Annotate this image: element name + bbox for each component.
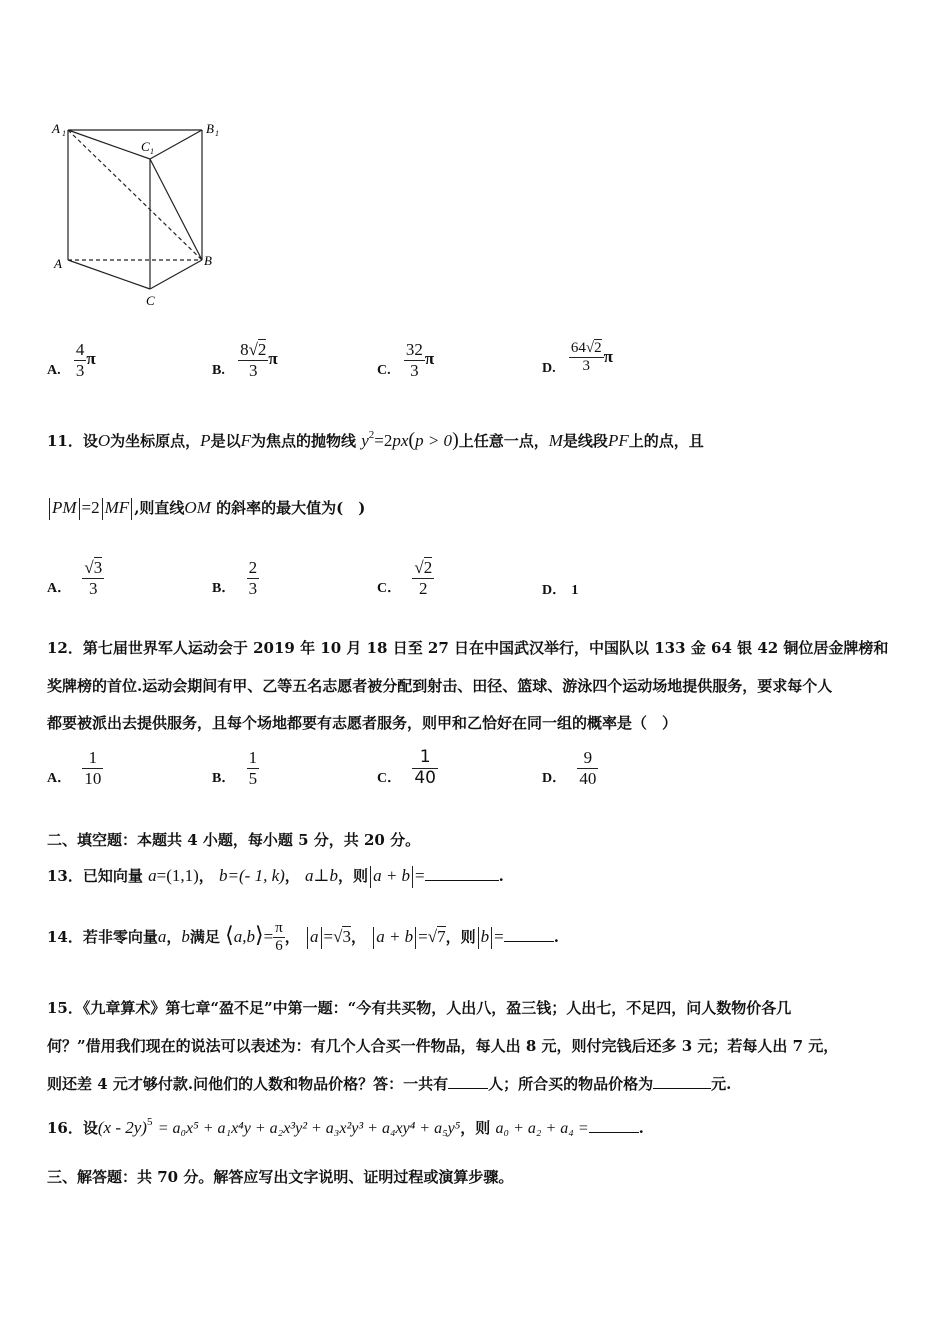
label-c: C bbox=[146, 293, 155, 308]
abs-bar bbox=[478, 927, 479, 949]
fraction bbox=[247, 748, 260, 788]
edge-c1-b bbox=[150, 159, 202, 260]
vector-b: b bbox=[329, 866, 339, 885]
fraction bbox=[404, 340, 425, 380]
vector-a: a bbox=[305, 866, 314, 885]
label-b1: B bbox=[206, 121, 214, 136]
var-om: OM bbox=[184, 498, 211, 517]
vector-sum: a + b bbox=[373, 866, 411, 885]
text: 元. bbox=[711, 1075, 732, 1093]
q12-line-1: 12．第七届世界军人运动会于 2019 年 10 月 18 日至 27 日在中国武汉举行，中国队以 133 金 64 银 42 铜位居金牌榜和 bbox=[47, 639, 889, 657]
vector-b: b bbox=[480, 926, 490, 946]
label-c1: C bbox=[141, 139, 150, 154]
text: 人；所合买的物品价格为 bbox=[488, 1075, 654, 1093]
option-letter: B． bbox=[212, 771, 236, 787]
equals: = bbox=[494, 926, 504, 946]
denominator: 3 bbox=[249, 360, 258, 380]
label-a1: A bbox=[52, 121, 60, 136]
vector-a-value: =(1,1) bbox=[156, 866, 199, 885]
question-number: 11．设 bbox=[47, 432, 98, 450]
fraction bbox=[569, 340, 604, 376]
radicand: 3 bbox=[93, 558, 103, 577]
edge-a1-c1 bbox=[68, 130, 150, 159]
separator: ， bbox=[284, 867, 300, 885]
coefficient: 64 bbox=[570, 340, 586, 356]
fraction bbox=[273, 920, 285, 956]
question-number: 13．已知向量 bbox=[47, 867, 143, 885]
var-pm: PM bbox=[52, 498, 77, 517]
numerator: 64√2 bbox=[569, 340, 604, 358]
denominator: 3 bbox=[89, 578, 98, 598]
coefficient: 8 bbox=[240, 340, 249, 359]
numerator: 2 bbox=[248, 558, 258, 577]
q12-line-2: 奖牌榜的首位.运动会期间有甲、乙等五名志愿者被分配到射击、田径、篮球、游泳四个运动场地提供服务，要求每个人 bbox=[47, 677, 833, 695]
label-a1-sub: 1 bbox=[62, 129, 66, 138]
label-b1-sub: 1 bbox=[215, 129, 219, 138]
edge-c1-b1 bbox=[150, 130, 202, 159]
option-letter: A． bbox=[47, 581, 72, 597]
pi-symbol: π bbox=[603, 346, 613, 366]
q10-option-c bbox=[377, 340, 434, 380]
var-p: P bbox=[200, 431, 211, 450]
q16-line bbox=[47, 1116, 644, 1138]
vector-a: a bbox=[157, 926, 167, 946]
angle-bracket: ⟨ bbox=[225, 921, 234, 947]
fraction bbox=[82, 748, 103, 788]
q10-option-a bbox=[47, 340, 96, 380]
numerator: 1 bbox=[82, 748, 103, 769]
binomial: (x - 2y) bbox=[97, 1118, 147, 1137]
sqrt-sign: √ bbox=[333, 926, 343, 946]
numerator: 9 bbox=[577, 748, 598, 769]
question-number: 16．设 bbox=[47, 1119, 98, 1137]
q11-option-d bbox=[542, 580, 578, 600]
numerator: √3 bbox=[84, 558, 103, 577]
var-px: px bbox=[392, 431, 409, 450]
separator: ， bbox=[350, 927, 366, 946]
var-pf: PF bbox=[607, 431, 629, 450]
abs-bar bbox=[131, 498, 132, 520]
q15-line-1: 15．《九章算术》第七章“盈不足”中第一题：“今有共买物，人出八，盈三钱；人出七，不足四，问人数物价各几 bbox=[47, 999, 792, 1017]
numerator: 1 bbox=[248, 748, 258, 767]
pi-symbol: π bbox=[86, 349, 96, 369]
vector-a: a bbox=[310, 926, 319, 946]
equals: = bbox=[263, 926, 274, 946]
answer-blank[interactable] bbox=[425, 866, 499, 881]
fraction bbox=[82, 558, 104, 598]
text: ,则直线 bbox=[134, 499, 185, 517]
q13-line bbox=[47, 866, 504, 888]
condition: p > 0 bbox=[415, 431, 453, 450]
answer-blank[interactable] bbox=[504, 927, 554, 942]
denominator: 3 bbox=[582, 358, 590, 375]
angle-bracket: ⟩ bbox=[254, 921, 264, 947]
q11-option-b bbox=[212, 558, 259, 598]
section-2-title: 二、填空题：本题共 4 小题，每小题 5 分，共 20 分。 bbox=[47, 831, 421, 849]
denominator: 3 bbox=[75, 360, 85, 380]
equals: = bbox=[323, 926, 334, 946]
equals: = bbox=[415, 866, 425, 885]
numerator: π bbox=[273, 920, 285, 938]
answer-blank-people[interactable] bbox=[448, 1074, 488, 1089]
separator: ， bbox=[284, 927, 300, 946]
sqrt-sign: √ bbox=[427, 926, 438, 946]
option-letter: D． bbox=[542, 771, 567, 787]
text: 为焦点的抛物线 bbox=[250, 432, 356, 450]
denominator: 5 bbox=[248, 768, 258, 788]
text: 的斜率的最大值为( ) bbox=[216, 499, 366, 517]
fraction bbox=[412, 558, 434, 598]
q11-option-c bbox=[377, 558, 434, 598]
abs-bar bbox=[370, 866, 371, 888]
pi-symbol: π bbox=[424, 349, 435, 369]
q15-line-3 bbox=[47, 1074, 731, 1093]
q12-line-3: 都要被派出去提供服务，且每个场地都要有志愿者服务，则甲和乙恰好在同一组的概率是（ ） bbox=[47, 714, 678, 732]
q10-option-d bbox=[542, 340, 613, 376]
equals: = bbox=[418, 926, 428, 946]
denominator: 10 bbox=[84, 768, 102, 788]
q12-option-a bbox=[47, 748, 103, 788]
abs-bar bbox=[491, 927, 492, 949]
numerator: √2 bbox=[414, 558, 433, 577]
text: ，则 bbox=[338, 867, 369, 885]
vector-sum: a + b bbox=[376, 926, 414, 946]
q12-option-c bbox=[377, 748, 438, 788]
expansion: = a₀x⁵ + a₁x⁴y + a₂x³y² + a₃x²y³ + a₄xy⁴ + a₅y⁵ bbox=[157, 1120, 461, 1137]
label-a: A bbox=[54, 256, 62, 271]
abs-bar bbox=[79, 498, 80, 520]
radicand: 3 bbox=[342, 926, 351, 946]
option-letter: C. bbox=[377, 363, 391, 379]
denominator: 6 bbox=[275, 938, 283, 955]
label-c1-sub: 1 bbox=[150, 147, 154, 156]
pi-symbol: π bbox=[268, 349, 278, 369]
separator: ， bbox=[166, 927, 182, 946]
option-letter: C． bbox=[377, 581, 402, 597]
text: 上任意一点， bbox=[458, 432, 549, 450]
edge-a-c bbox=[68, 260, 150, 289]
separator: ， bbox=[198, 867, 214, 885]
fraction bbox=[74, 340, 87, 380]
abs-bar bbox=[49, 498, 50, 520]
q10-option-b bbox=[212, 340, 278, 380]
abs-bar bbox=[412, 866, 413, 888]
abs-bar bbox=[373, 927, 374, 949]
option-value: 1 bbox=[571, 583, 579, 598]
text: 是以 bbox=[210, 432, 241, 450]
abs-bar bbox=[321, 927, 322, 949]
paren: ( bbox=[408, 429, 416, 451]
answer-blank[interactable] bbox=[589, 1118, 639, 1133]
numerator: 4 bbox=[75, 340, 85, 359]
period: . bbox=[638, 1119, 644, 1137]
denominator: 40 bbox=[414, 767, 436, 788]
parabola-equation bbox=[361, 429, 459, 451]
var-o: O bbox=[97, 431, 111, 450]
denominator: 3 bbox=[410, 360, 419, 380]
numerator: 1 bbox=[412, 748, 438, 769]
text: ，则 bbox=[460, 1119, 491, 1137]
question-number: 14．若非零向量 bbox=[47, 927, 158, 946]
fraction bbox=[412, 748, 438, 788]
q11-line-2 bbox=[47, 498, 365, 520]
vector-b: b bbox=[219, 866, 228, 885]
abs-bar bbox=[102, 498, 103, 520]
fraction bbox=[247, 558, 260, 598]
fraction bbox=[238, 340, 268, 380]
period: . bbox=[553, 927, 559, 946]
prism-figure bbox=[40, 115, 230, 315]
option-letter: B． bbox=[212, 581, 236, 597]
var-mf: MF bbox=[104, 498, 130, 517]
q14-line bbox=[47, 920, 559, 956]
text: 为坐标原点， bbox=[110, 432, 201, 450]
vector-a: a bbox=[148, 866, 157, 885]
option-letter: A． bbox=[47, 771, 72, 787]
section-3-title: 三、解答题：共 70 分。解答应写出文字说明、证明过程或演算步骤。 bbox=[47, 1168, 514, 1186]
text: 则还差 4 元才够付款.问他们的人数和物品价格？答：一共有 bbox=[47, 1075, 449, 1093]
equals-two: =2 bbox=[374, 431, 393, 450]
option-letter: C． bbox=[377, 771, 402, 787]
option-letter: A. bbox=[47, 363, 61, 379]
period: . bbox=[498, 867, 504, 885]
q12-option-b bbox=[212, 748, 259, 788]
option-letter: B. bbox=[212, 363, 225, 379]
radicand: 2 bbox=[257, 340, 267, 359]
option-letter: D． bbox=[542, 583, 567, 598]
edge-a1-b-dashed bbox=[68, 130, 202, 260]
abs-bar bbox=[307, 927, 308, 949]
exponent: 5 bbox=[146, 1116, 153, 1128]
q11-option-a bbox=[47, 558, 104, 598]
denominator: 2 bbox=[419, 578, 428, 598]
q12-option-d bbox=[542, 748, 598, 788]
coefficient-sum: a₀ + a₂ + a₄ = bbox=[495, 1120, 589, 1137]
var-m: M bbox=[548, 431, 563, 450]
text: 满足 bbox=[189, 927, 220, 946]
radicand: 2 bbox=[594, 340, 602, 356]
text: 是线段 bbox=[562, 432, 608, 450]
denominator: 3 bbox=[248, 578, 258, 598]
q11-line-1 bbox=[47, 428, 704, 452]
text: ，则 bbox=[445, 927, 476, 946]
vector-b: b bbox=[181, 926, 190, 946]
numerator: 32 bbox=[405, 340, 423, 359]
paren: ) bbox=[452, 429, 459, 451]
denominator: 40 bbox=[579, 768, 597, 788]
fraction bbox=[577, 748, 598, 788]
label-b: B bbox=[204, 253, 212, 268]
option-letter: D. bbox=[542, 360, 556, 376]
vector-b-value: =(- 1, k) bbox=[227, 866, 285, 885]
q15-line-2: 何？”借用我们现在的说法可以表述为：有几个人合买一件物品，每人出 8 元，则付完钱后还多 3 元；若每人出 7 元， bbox=[47, 1037, 839, 1055]
angle-inner: a,b bbox=[233, 926, 255, 946]
text: 上的点，且 bbox=[628, 432, 704, 450]
abs-bar bbox=[415, 927, 416, 949]
answer-blank-price[interactable] bbox=[653, 1074, 711, 1089]
var-y: y bbox=[361, 431, 369, 450]
edge-c-b bbox=[150, 260, 202, 289]
equals-two: =2 bbox=[81, 498, 100, 517]
radicand: 2 bbox=[423, 558, 433, 577]
var-f: F bbox=[240, 431, 251, 450]
numerator: 8√2 bbox=[240, 340, 267, 359]
radicand: 7 bbox=[437, 926, 446, 946]
perpendicular-symbol: ⊥ bbox=[313, 866, 330, 885]
exponent: 2 bbox=[368, 429, 375, 441]
